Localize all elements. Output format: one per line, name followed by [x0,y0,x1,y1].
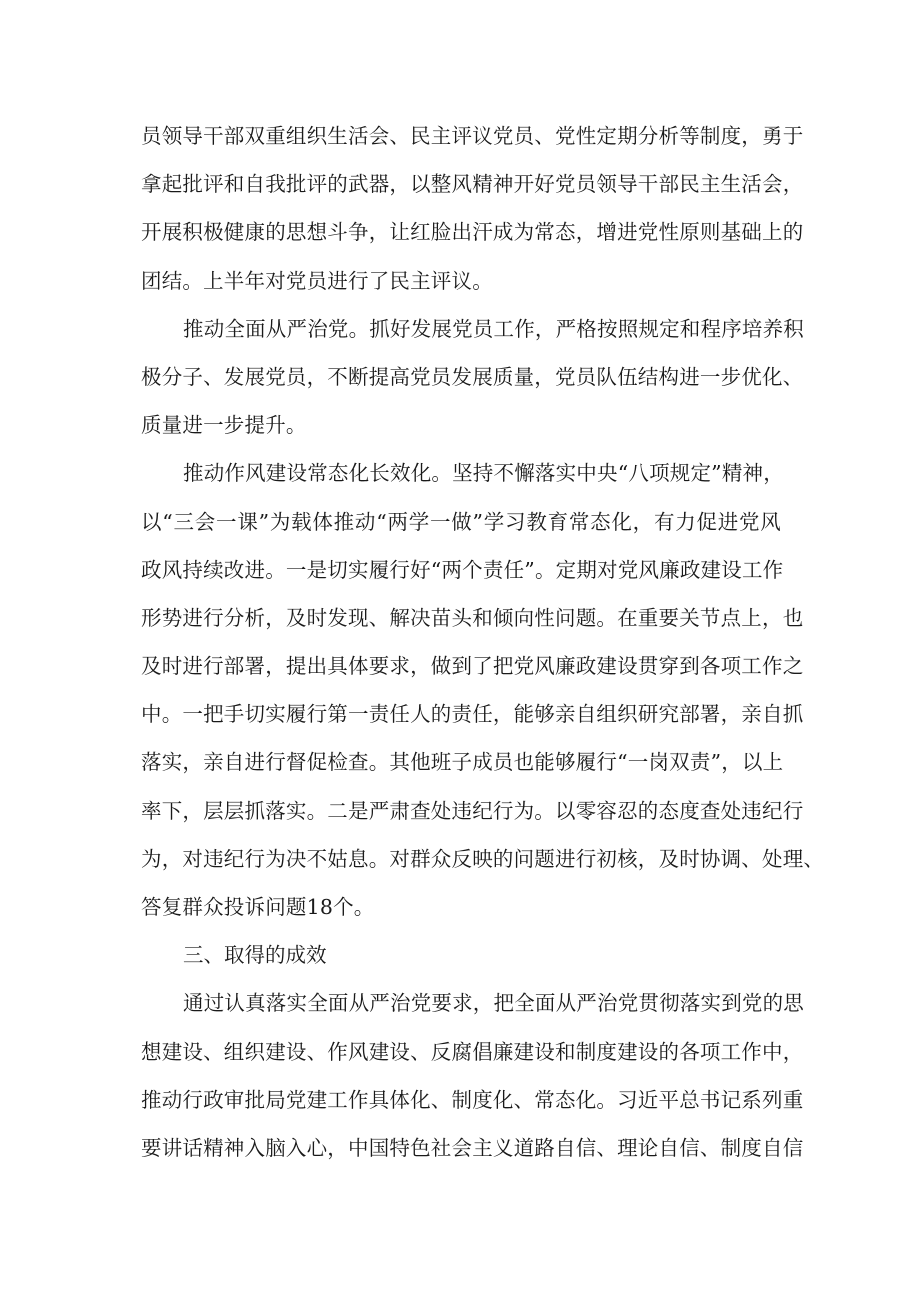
paragraph-line: 想建设、组织建设、作风建设、反腐倡廉建设和制度建设的各项工作中， [141,1039,804,1064]
paragraph-line: 形势进行分析，及时发现、解决苗头和倾向性问题。在重要关节点上，也 [141,605,804,630]
paragraph-line: 中。一把手切实履行第一责任人的责任，能够亲自组织研究部署，亲自抓 [141,702,804,727]
section-heading: 三、取得的成效 [183,943,327,968]
paragraph-line: 开展积极健康的思想斗争，让红脸出汗成为常态，增进党性原则基础上的 [141,220,804,245]
paragraph-line: 极分子、发展党员，不断提高党员发展质量，党员队伍结构进一步优化、 [141,364,804,389]
paragraph-line: 落实，亲自进行督促检查。其他班子成员也能够履行“一岗双责”，以上 [141,750,784,775]
paragraph-line: 为，对违纪行为决不姑息。对群众反映的问题进行初核，及时协调、处理、 [141,846,825,871]
paragraph-line: 推动作风建设常态化长效化。坚持不懈落实中央“八项规定”精神， [183,461,784,486]
paragraph-line: 拿起批评和自我批评的武器，以整风精神开好党员领导干部民主生活会， [141,172,804,197]
paragraph-line: 率下，层层抓落实。二是严肃查处违纪行为。以零容忍的态度查处违纪行 [141,798,804,823]
paragraph-line: 员领导干部双重组织生活会、民主评议党员、党性定期分析等制度，勇于 [141,124,804,148]
document-body [141,112,825,1172]
paragraph-line: 要讲话精神入脑入心，中国特色社会主义道路自信、理论自信、制度自信 [141,1135,804,1160]
paragraph-line: 以“三会一课”为载体推动“两学一做”学习教育常态化，有力促进党风 [141,509,781,534]
paragraph-line: 及时进行部署，提出具体要求，做到了把党风廉政建设贯穿到各项工作之 [141,654,804,679]
paragraph-line: 答复群众投诉问题18个。 [141,895,375,919]
paragraph-line: 通过认真落实全面从严治党要求，把全面从严治党贯彻落实到党的思 [183,991,804,1016]
paragraph-line: 政风持续改进。一是切实履行好“两个责任”。定期对党风廉政建设工作 [141,557,784,582]
paragraph-line: 推动行政审批局党建工作具体化、制度化、常态化。习近平总书记系列重 [141,1087,804,1112]
paragraph-line: 推动全面从严治党。抓好发展党员工作，严格按照规定和程序培养积 [183,316,804,341]
paragraph-line: 质量进一步提升。 [141,413,307,438]
paragraph-line: 团结。上半年对党员进行了民主评议。 [141,268,493,293]
